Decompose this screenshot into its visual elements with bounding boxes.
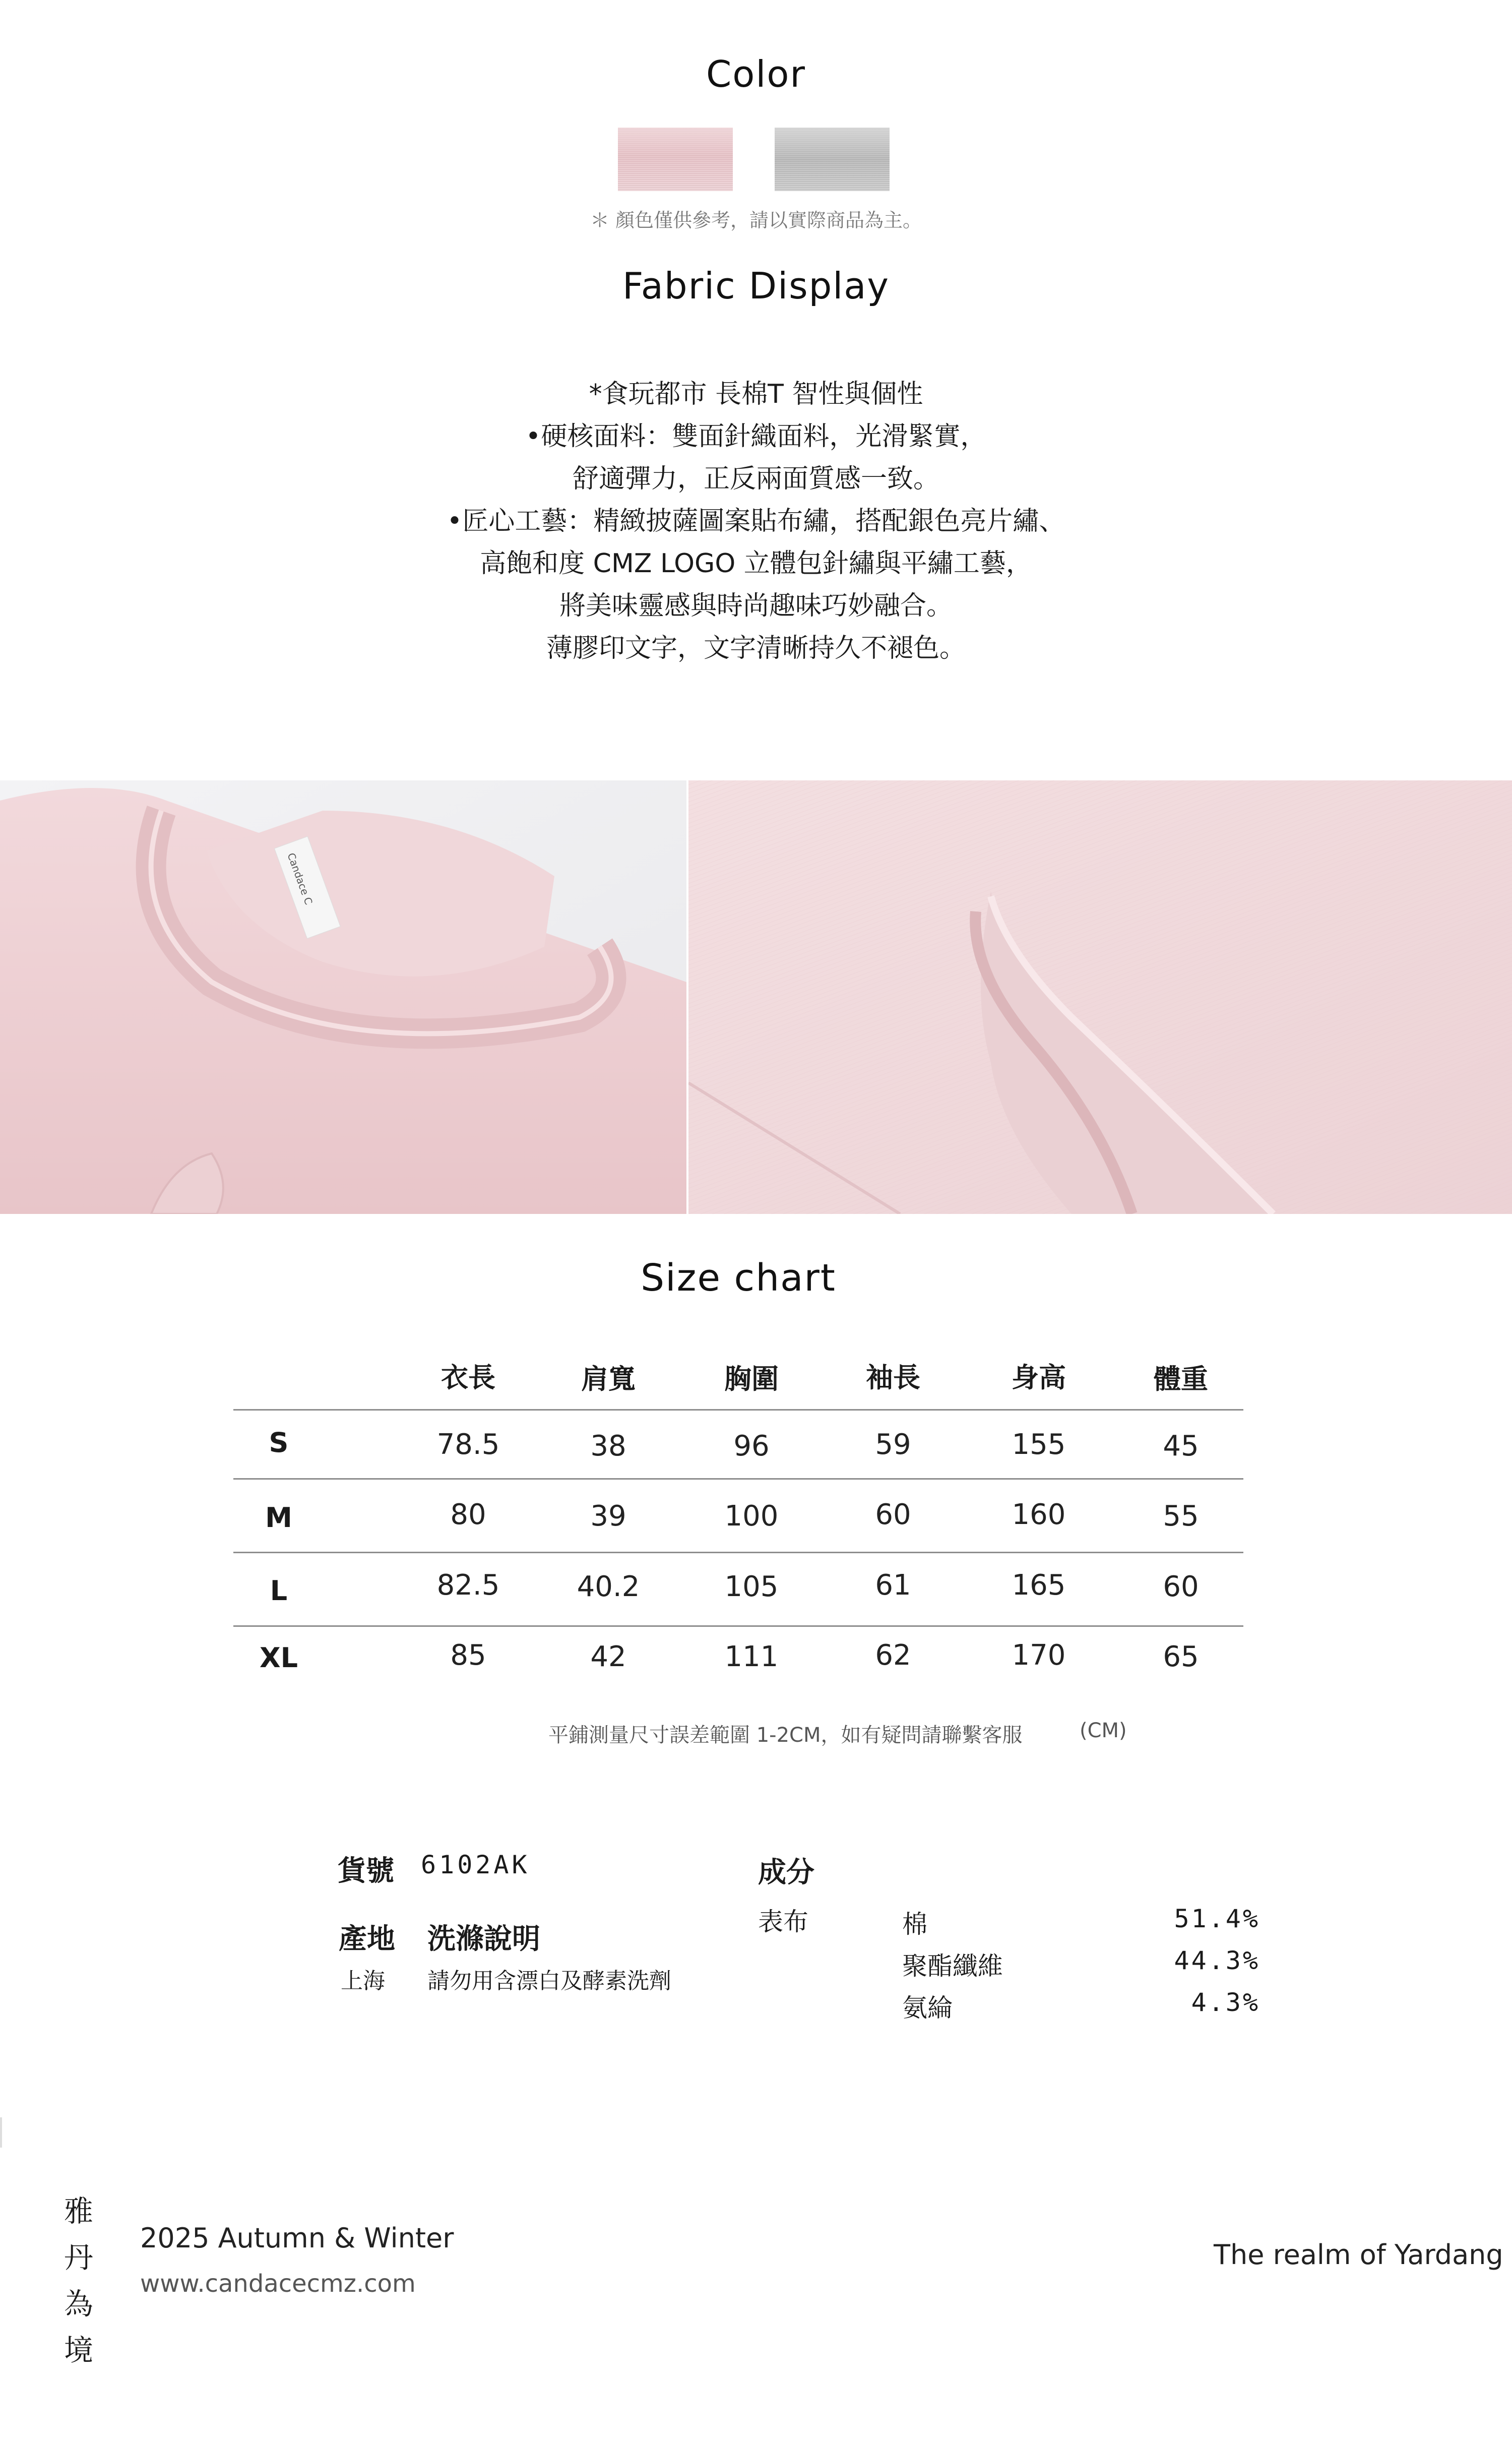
column-header: 體重 [1154, 1363, 1208, 1395]
size-label: S [269, 1427, 289, 1458]
material-percent: 44.3% [1174, 1946, 1260, 1975]
table-divider [233, 1625, 1243, 1627]
table-cell: 59 [875, 1428, 911, 1461]
description-line: 高飽和度 CMZ LOGO 立體包針繡與平繡工藝， [480, 548, 1032, 579]
brand-char: 為 [64, 2287, 93, 2321]
color-title: Color [706, 53, 806, 95]
fabric-title: Fabric Display [622, 265, 890, 307]
table-cell: 78.5 [436, 1428, 500, 1461]
season-text: 2025 Autumn & Winter [140, 2222, 454, 2254]
brand-char: 丹 [64, 2240, 93, 2275]
table-cell: 39 [590, 1500, 626, 1533]
brand-vertical-text [58, 2188, 99, 2373]
column-header: 衣長 [441, 1362, 495, 1393]
origin-value: 上海 [341, 1968, 385, 1994]
table-cell: 160 [1012, 1498, 1066, 1531]
table-cell: 155 [1012, 1428, 1066, 1461]
collar-detail-photo [0, 780, 686, 1214]
fabric-description [0, 373, 1512, 669]
wash-label: 洗滌說明 [427, 1923, 540, 1956]
description-line: 薄膠印文字，文字清晰持久不褪色。 [546, 633, 966, 663]
material-name: 聚酯纖維 [902, 1951, 1003, 1981]
size-measure-note: 平鋪測量尺寸誤差範圍 1-2CM，如有疑問請聯繫客服 [548, 1724, 1023, 1747]
table-cell: 60 [1163, 1570, 1199, 1603]
table-cell: 45 [1163, 1430, 1199, 1462]
material-name: 氨綸 [902, 1993, 953, 2023]
table-cell: 60 [875, 1498, 911, 1531]
description-line: *食玩都市 長棉T 智性與個性 [589, 379, 923, 409]
material-percent: 4.3% [1191, 1988, 1260, 2017]
description-line: •硬核面料：雙面針織面料，光滑緊實， [525, 421, 987, 452]
item-number-label: 貨號 [338, 1855, 394, 1887]
description-line: •匠心工藝：精緻披薩圖案貼布繡，搭配銀色亮片繡、 [447, 506, 1065, 536]
table-divider [233, 1478, 1243, 1480]
size-label: M [265, 1502, 292, 1534]
table-cell: 62 [875, 1639, 911, 1672]
table-cell: 42 [590, 1640, 626, 1673]
origin-label: 產地 [339, 1923, 395, 1956]
color-note: ＊ 顏色僅供參考，請以實際商品為主。 [590, 209, 922, 231]
table-cell: 96 [733, 1430, 770, 1462]
column-header: 肩寬 [581, 1363, 636, 1395]
table-cell: 80 [450, 1498, 486, 1531]
grey-color-swatch[interactable] [775, 128, 890, 191]
brand-char: 雅 [64, 2194, 93, 2228]
size-unit: (CM) [1080, 1719, 1127, 1742]
material-percent: 51.4% [1174, 1904, 1260, 1933]
description-line: 將美味靈感與時尚趣味巧妙融合。 [559, 591, 953, 621]
hem-detail-photo [688, 780, 1512, 1214]
table-cell: 170 [1012, 1639, 1066, 1672]
size-chart-title: Size chart [641, 1256, 836, 1300]
pink-color-swatch[interactable] [618, 128, 733, 191]
table-cell: 40.2 [577, 1570, 640, 1603]
website-link[interactable]: www.candacecmz.com [140, 2270, 416, 2298]
item-number: 6102AK [421, 1850, 530, 1879]
table-cell: 38 [590, 1430, 626, 1462]
table-cell: 65 [1163, 1640, 1199, 1673]
size-label: XL [259, 1642, 298, 1674]
size-label: L [270, 1575, 288, 1607]
table-divider [233, 1409, 1243, 1411]
edge-mark [0, 2117, 2, 2148]
composition-label: 成分 [758, 1856, 814, 1889]
table-cell: 82.5 [436, 1569, 500, 1602]
collar-label-text: Candace C [285, 851, 315, 906]
column-header: 胸圍 [724, 1363, 779, 1395]
table-cell: 85 [450, 1639, 486, 1672]
table-cell: 111 [724, 1640, 779, 1673]
description-line: 舒適彈力，正反兩面質感一致。 [572, 464, 939, 494]
table-cell: 165 [1012, 1569, 1066, 1602]
table-cell: 100 [724, 1500, 779, 1533]
brand-tagline: The realm of Yardang [1214, 2239, 1503, 2271]
material-name: 棉 [902, 1910, 927, 1939]
brand-char: 境 [64, 2333, 93, 2367]
table-cell: 55 [1163, 1500, 1199, 1533]
fabric-label: 表布 [758, 1907, 808, 1936]
wash-value: 請勿用含漂白及酵素洗劑 [427, 1968, 671, 1994]
column-header: 袖長 [866, 1362, 920, 1393]
table-divider [233, 1552, 1243, 1553]
table-cell: 61 [875, 1569, 911, 1602]
column-header: 身高 [1012, 1362, 1066, 1393]
table-cell: 105 [724, 1570, 779, 1603]
